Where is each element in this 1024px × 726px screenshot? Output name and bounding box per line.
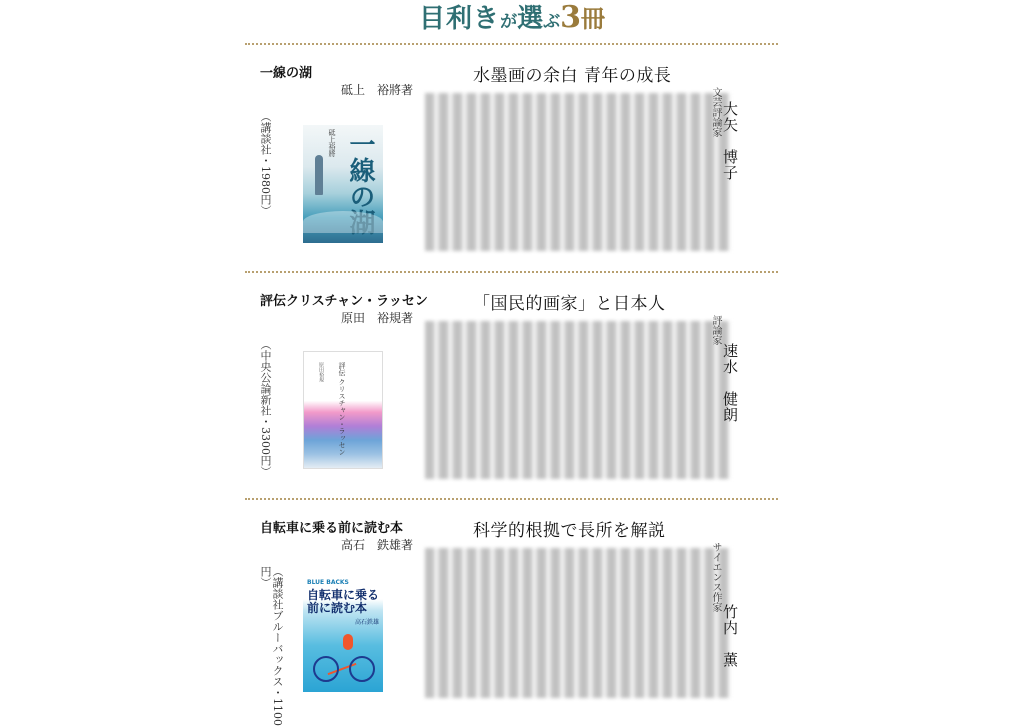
reviewer-role: 文芸評論家 [710,87,721,137]
masthead-part4: ぶ [543,12,561,32]
review-section-3 [245,500,778,726]
book-cover [303,125,383,243]
masthead-part1: 目利き [419,4,501,34]
reviewer-role: サイエンス作家 [710,542,721,612]
review-section-1 [245,45,778,265]
review-headline: 「国民的画家」と日本人 [473,294,666,314]
review-body-blurred [425,548,731,698]
cover-figure-illustration [315,155,323,195]
cover-author: 砥上裕將 [328,129,336,157]
bicycle-wheel-illustration [313,656,339,682]
review-body-blurred [425,321,731,479]
masthead-part3: 選 [517,4,544,34]
cover-series: BLUE BACKS [307,579,349,586]
review-headline: 水墨画の余白 青年の成長 [473,66,672,86]
book-title: 一線の湖 [260,66,313,81]
book-publisher: （講談社ブルーバックス・1100円） [259,566,284,726]
reviewer-name: 竹内 薫 [721,604,739,668]
masthead [0,0,1024,37]
cover-title: 自転車に乗る前に読む本 [307,588,380,615]
cover-title: 一線の湖 [345,131,375,235]
book-author: 高石 鉄雄著 [341,538,414,552]
book-publisher: （中央公論新社・3300円） [259,339,272,477]
book-cover [303,351,383,469]
book-cover [303,576,383,692]
reviewer-name: 速水 健朗 [721,343,739,423]
book-author: 原田 裕規著 [341,311,414,325]
masthead-part2: が [500,12,518,32]
cover-wave-illustration [303,211,383,233]
cover-title: 評伝 クリスチャン・ラッセン [338,362,346,456]
reviewer-role: 評論家 [710,315,721,345]
review-headline: 科学的根拠で長所を解説 [473,521,666,541]
book-publisher: （講談社・1980円） [259,111,272,216]
masthead-number: 3 [560,0,581,35]
book-author: 砥上 裕將著 [341,83,414,97]
cover-author: 原田裕規 [318,362,324,382]
review-body-blurred [425,93,731,251]
book-title: 評伝クリスチャン・ラッセン [260,294,428,309]
bicycle-wheel-illustration [349,656,375,682]
review-section-2 [245,273,778,493]
masthead-part5: 冊 [580,5,605,33]
cover-author: 高石鉄雄 [354,619,379,626]
reviewer-name: 大矢 博子 [721,101,739,181]
cyclist-illustration [343,634,353,650]
book-title: 自転車に乗る前に読む本 [260,521,404,536]
